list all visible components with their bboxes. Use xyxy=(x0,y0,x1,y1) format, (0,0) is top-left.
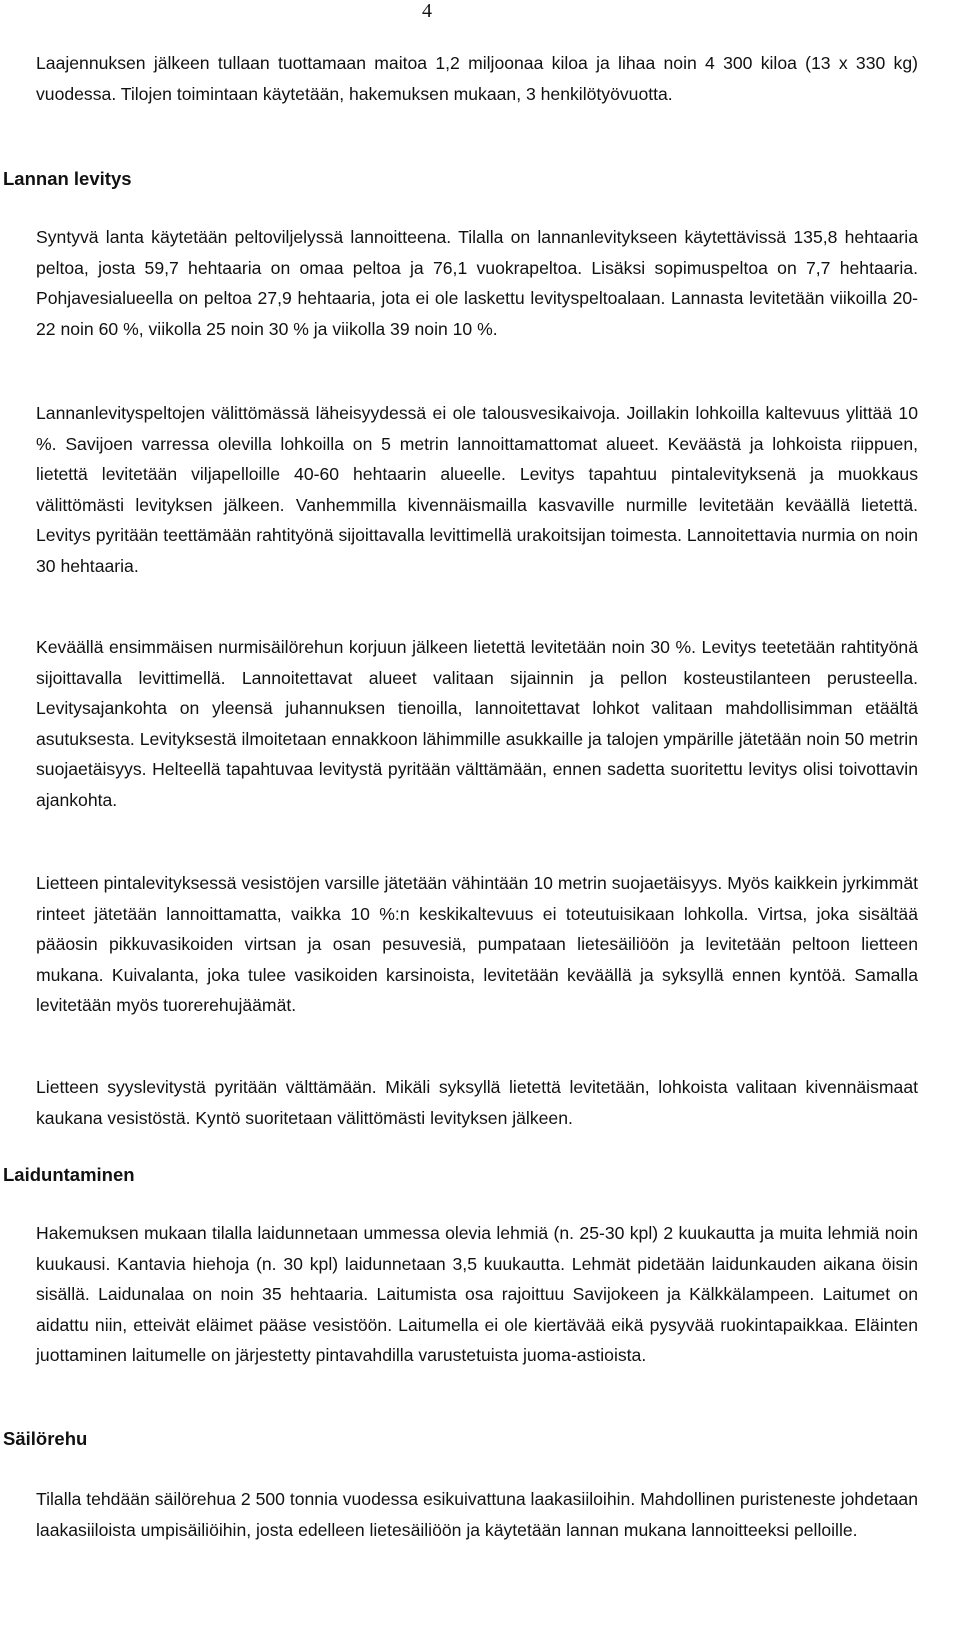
lannan-levitys-paragraph-2: Lannanlevityspeltojen välittömässä läheisyydessä ei ole talousvesikaivoja. Joillakin lohkoilla kaltevuus ylittää 10 %. Savijoen varressa olevilla lohkoilla on 5 metrin lannoittamattomat alueet. Keväästä ja lohkoista riippuen, lietettä levitetään viljapelloille 40-60 hehtaarin alueelle. Levitys tapahtuu pintalevityksenä ja muokkaus välittömästi levityksen jälkeen. Vanhemmilla kivennäismailla kasvaville nurmille levitetään keväällä lietettä. Levitys pyritään teettämään rahtityönä sijoittavalla levittimellä urakoitsijan toimesta. Lannoitettavia nurmia on noin 30 hehtaaria. xyxy=(36,403,918,576)
page-number: 4 xyxy=(422,0,432,22)
sailorehu-paragraph: Tilalla tehdään säilörehua 2 500 tonnia vuodessa esikuivattuna laakasiiloihin. Mahdollinen puristeneste johdetaan laakasiiloista umpisäiliöihin, josta edelleen lietesäiliöön ja käytetään lannan mukana lannoitteeksi pelloille. xyxy=(36,1489,918,1540)
lannan-levitys-paragraph-1: Syntyvä lanta käytetään peltoviljelyssä lannoitteena. Tilalla on lannanlevitykseen käytettävissä 135,8 hehtaaria peltoa, josta 59,7 hehtaaria on omaa peltoa ja 76,1 vuokrapeltoa. Lisäksi sopimuspeltoa on 7,7 hehtaaria. Pohjavesialueella on peltoa 27,9 hehtaaria, jota ei ole laskettu levityspeltoalaan. Lannasta levitetään viikoilla 20-22 noin 60 %, viikolla 25 noin 30 % ja viikolla 39 noin 10 %. xyxy=(36,227,918,339)
laiduntaminen-paragraph: Hakemuksen mukaan tilalla laidunnetaan ummessa olevia lehmiä (n. 25-30 kpl) 2 kuukautta ja muita lehmiä noin kuukausi. Kantavia hiehoja (n. 30 kpl) laidunnetaan 3,5 kuukautta. Lehmät pidetään laidunkauden aikana öisin sisällä. Laidunalaa on noin 35 hehtaaria. Laitumista osa rajoittuu Savijokeen ja Kälkkälampeen. Laitumet on aidattu niin, etteivät eläimet pääse vesistöön. Laitumella ei ole kiertävää eikä pysyvää ruokintapaikkaa. Eläinten juottaminen laitumelle on järjestetty pintavahdilla varustetuista juoma-astioista. xyxy=(36,1223,918,1365)
intro-paragraph: Laajennuksen jälkeen tullaan tuottamaan maitoa 1,2 miljoonaa kiloa ja lihaa noin 4 300 kiloa (13 x 330 kg) vuodessa. Tilojen toimintaan käytetään, hakemuksen mukaan, 3 henkilötyövuotta. xyxy=(36,53,918,104)
section-heading-lannan-levitys: Lannan levitys xyxy=(3,168,132,189)
section-heading-sailorehu: Säilörehu xyxy=(3,1428,88,1449)
section-heading-laiduntaminen: Laiduntaminen xyxy=(3,1164,135,1185)
lannan-levitys-paragraph-3: Keväällä ensimmäisen nurmisäilörehun korjuun jälkeen lietettä levitetään noin 30 %. Levitys teetetään rahtityönä sijoittavalla levittimellä. Lannoitettavat alueet valitaan sijainnin ja pellon kosteustilanteen perusteella. Levitysajankohta on yleensä juhannuksen tienoilla, lannoitettavat lohkot valitaan mahdollisimman etäältä asutuksesta. Levityksestä ilmoitetaan ennakkoon lähimmille asukkaille ja talojen ympärille jätetään noin 50 metrin suojaetäisyys. Helteellä tapahtuvaa levitystä pyritään välttämään, ennen sadetta suoritettu levitys olisi toivottavin ajankohta. xyxy=(36,637,918,810)
lannan-levitys-paragraph-5: Lietteen syyslevitystä pyritään välttämään. Mikäli syksyllä lietettä levitetään, lohkoista valitaan kivennäismaat kaukana vesistöstä. Kyntö suoritetaan välittömästi levityksen jälkeen. xyxy=(36,1077,918,1128)
lannan-levitys-paragraph-4: Lietteen pintalevityksessä vesistöjen varsille jätetään vähintään 10 metrin suojaetäisyys. Myös kaikkein jyrkimmät rinteet jätetään lannoittamatta, vaikka 10 %:n keskikaltevuus ei toteutuisikaan lohkolla. Virtsa, joka sisältää pääosin pikkuvasikoiden virtsan ja osan pesuvesiä, pumpataan lietesäiliöön ja levitetään peltoon lietteen mukana. Kuivalanta, joka tulee vasikoiden karsinoista, levitetään keväällä ja syksyllä ennen kyntöä. Samalla levitetään myös tuorerehujäämät. xyxy=(36,873,918,1015)
